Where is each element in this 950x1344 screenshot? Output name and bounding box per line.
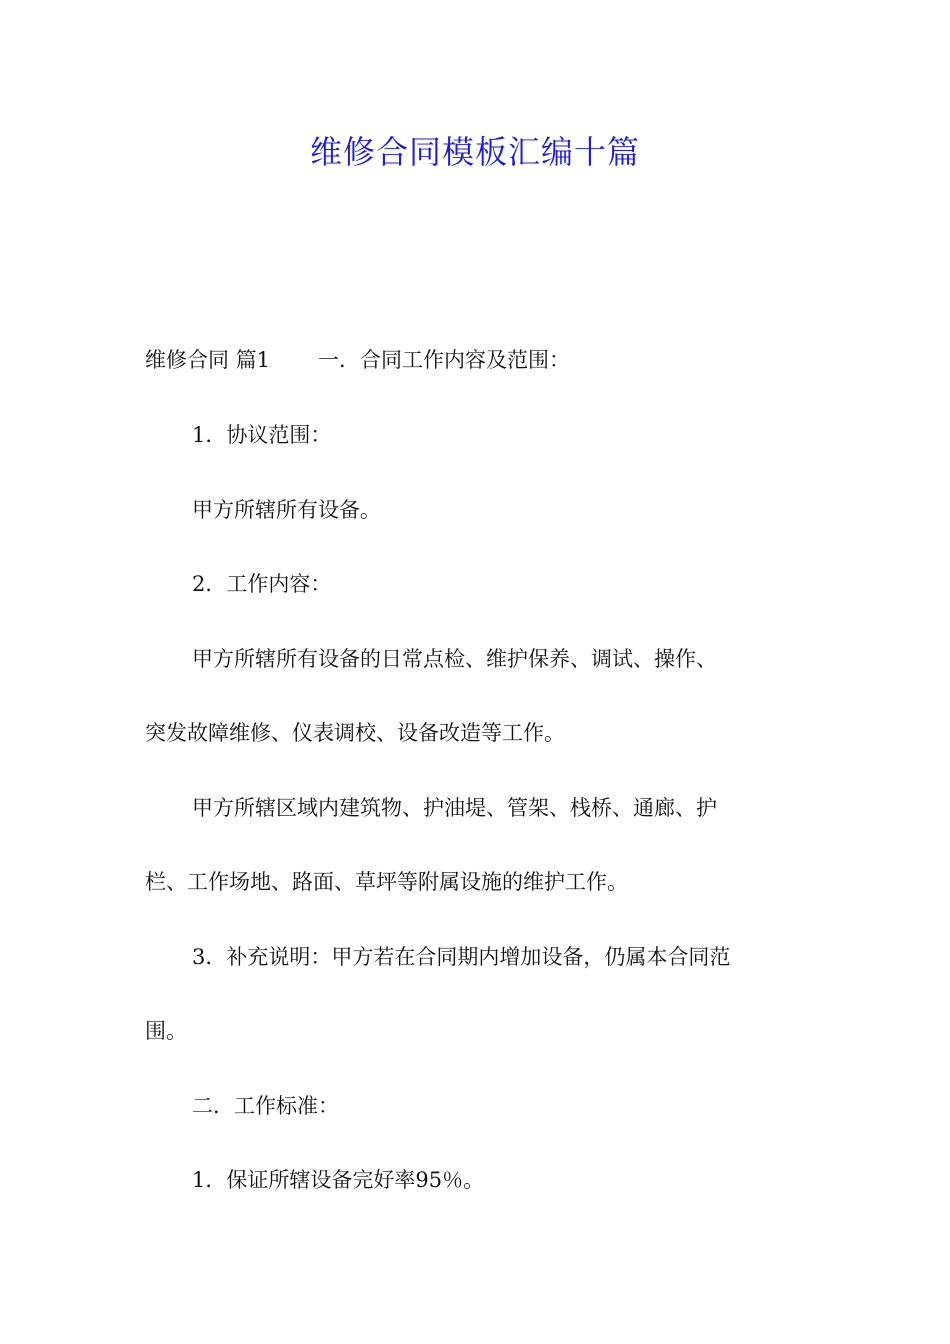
paragraph-line: 甲方所辖所有设备。 [192,498,381,522]
paragraph-line: 1．协议范围： [192,423,332,447]
paragraph-line: 二．工作标准： [192,1094,339,1118]
paragraph-line: 甲方所辖区域内建筑物、护油堤、管架、栈桥、通廊、护 [192,796,717,820]
paragraph-line: 突发故障维修、仪表调校、设备改造等工作。 [145,721,565,745]
paragraph-line: 甲方所辖所有设备的日常点检、维护保养、调试、操作、 [192,647,717,671]
paragraph-line: 围。 [145,1019,187,1043]
heading-contract-number: 维修合同 篇1 [145,348,271,372]
paragraph-line: 3．补充说明：甲方若在合同期内增加设备，仍属本合同范 [192,945,731,969]
section-heading [145,342,815,378]
paragraph-line: 2．工作内容： [192,572,332,596]
document-title: 维修合同模板汇编十篇 [309,133,640,171]
paragraph-line: 栏、工作场地、路面、草坪等附属设施的维护工作。 [145,870,628,894]
paragraph-line: 1．保证所辖设备完好率95％。 [192,1168,485,1192]
heading-scope: 一．合同工作内容及范围： [318,348,571,372]
